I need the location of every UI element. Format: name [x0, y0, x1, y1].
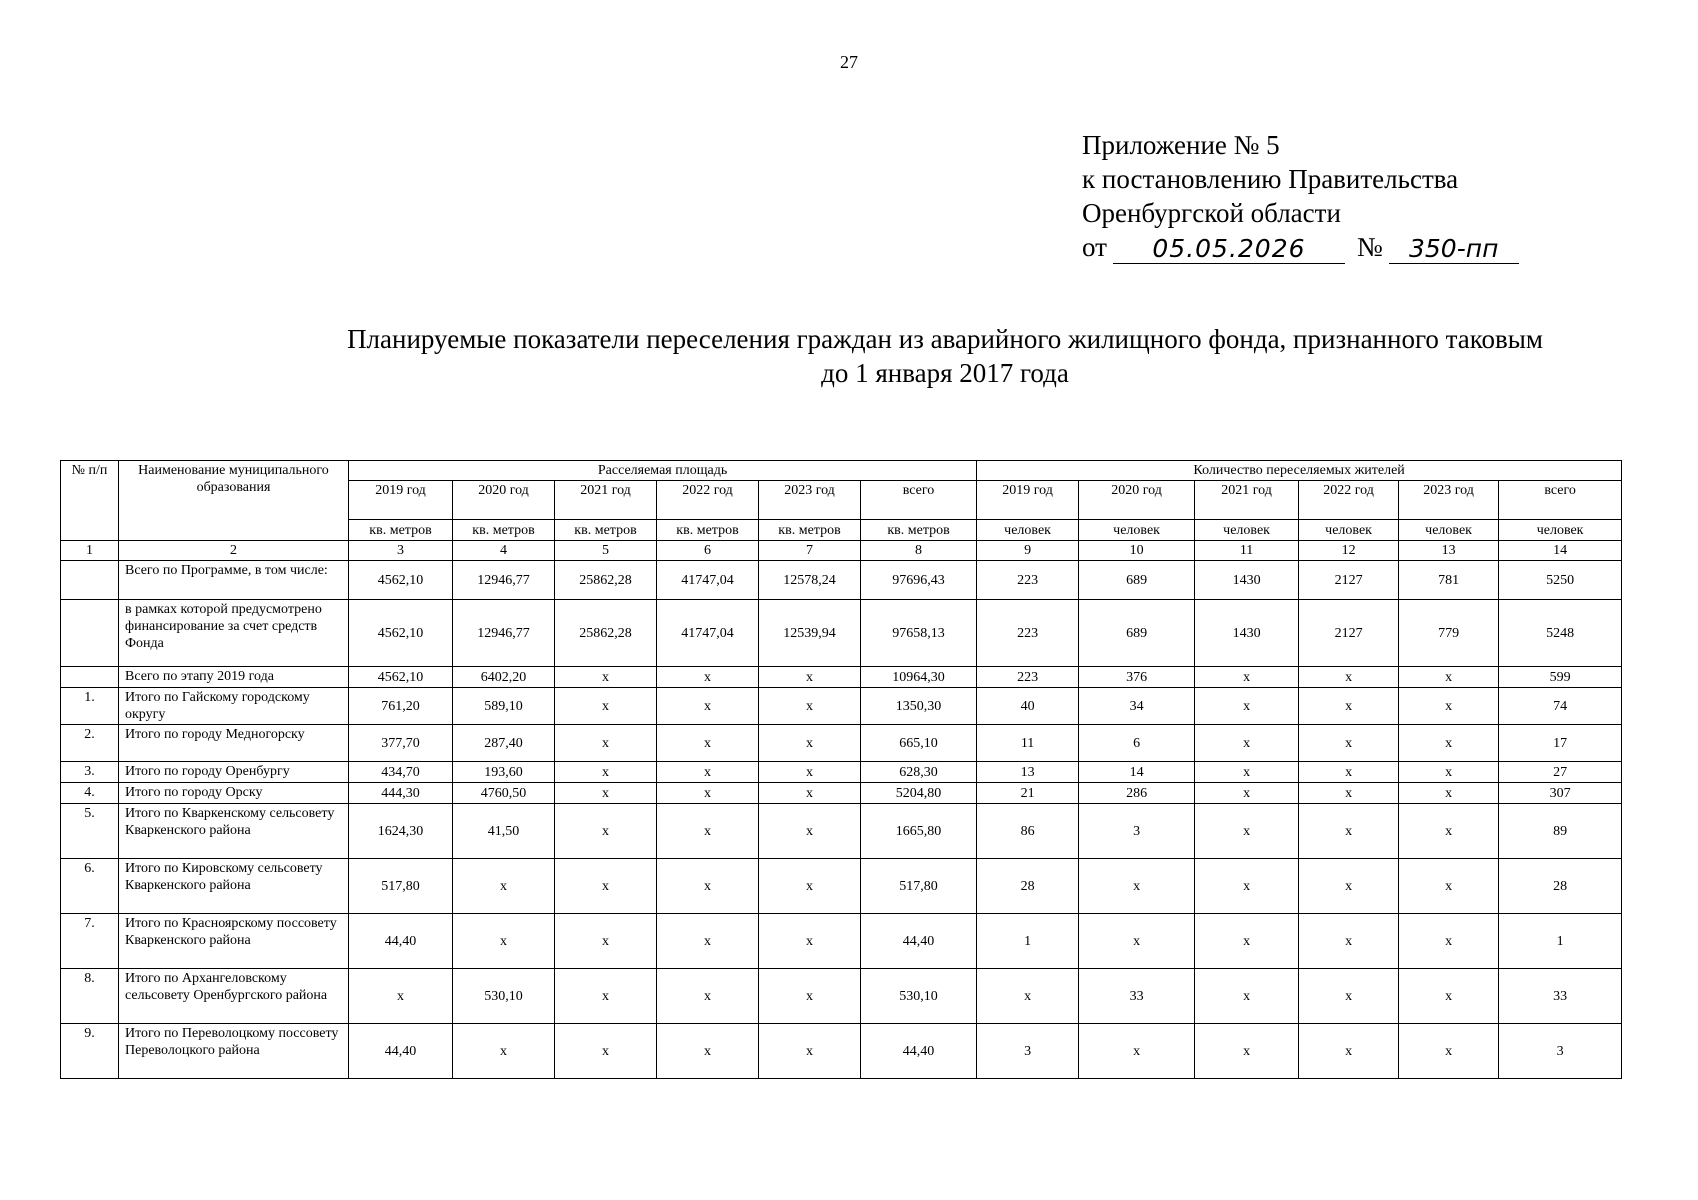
- row-value: x: [1299, 783, 1399, 804]
- header-resident-unit: человек: [1195, 520, 1299, 541]
- row-value: 781: [1399, 561, 1499, 600]
- table-row: [61, 859, 1622, 914]
- header-area-year: всего: [861, 481, 977, 520]
- page-number: 27: [840, 52, 858, 72]
- row-value: 41747,04: [657, 561, 759, 600]
- row-value: 1: [977, 914, 1079, 969]
- row-value: x: [555, 688, 657, 725]
- handwritten-number: 350-пп: [1389, 235, 1519, 264]
- appendix-line-1: Приложение № 5: [1082, 130, 1280, 160]
- row-value: 5204,80: [861, 783, 977, 804]
- row-name: Итого по Кировскому сельсовету Кваркенского района: [119, 859, 349, 914]
- row-value: 1430: [1195, 561, 1299, 600]
- row-value: x: [759, 804, 861, 859]
- from-label: от: [1082, 232, 1107, 262]
- row-value: 34: [1079, 688, 1195, 725]
- row-name: Итого по городу Медногорску: [119, 725, 349, 762]
- row-value: x: [1299, 1024, 1399, 1079]
- header-resident-unit: человек: [1499, 520, 1622, 541]
- row-value: 530,10: [453, 969, 555, 1024]
- row-value: x: [555, 725, 657, 762]
- row-value: 589,10: [453, 688, 555, 725]
- header-area-year: 2022 год: [657, 481, 759, 520]
- row-value: x: [1299, 969, 1399, 1024]
- row-name: Итого по Гайскому городскому округу: [119, 688, 349, 725]
- row-value: x: [555, 762, 657, 783]
- column-number: 9: [977, 541, 1079, 561]
- row-value: x: [555, 1024, 657, 1079]
- row-value: 1665,80: [861, 804, 977, 859]
- row-value: 10964,30: [861, 667, 977, 688]
- row-value: x: [1399, 969, 1499, 1024]
- header-name: Наименование муниципального образования: [119, 461, 349, 541]
- row-name: Итого по Архангеловскому сельсовету Оренбургского района: [119, 969, 349, 1024]
- row-value: 4562,10: [349, 667, 453, 688]
- row-value: x: [1079, 859, 1195, 914]
- row-value: x: [1399, 688, 1499, 725]
- row-value: 86: [977, 804, 1079, 859]
- row-number: 8.: [61, 969, 119, 1024]
- row-value: x: [657, 725, 759, 762]
- row-value: x: [1399, 783, 1499, 804]
- row-value: 4760,50: [453, 783, 555, 804]
- row-value: x: [1399, 1024, 1499, 1079]
- row-value: x: [1299, 725, 1399, 762]
- row-value: x: [453, 859, 555, 914]
- row-value: x: [555, 783, 657, 804]
- column-number: 5: [555, 541, 657, 561]
- table-row: [61, 762, 1622, 783]
- row-number: 7.: [61, 914, 119, 969]
- row-number: 6.: [61, 859, 119, 914]
- table-row: [61, 804, 1622, 859]
- row-number: 2.: [61, 725, 119, 762]
- row-value: 530,10: [861, 969, 977, 1024]
- row-value: x: [1195, 667, 1299, 688]
- row-value: x: [1195, 804, 1299, 859]
- column-number: 3: [349, 541, 453, 561]
- row-value: 4562,10: [349, 561, 453, 600]
- row-value: x: [657, 762, 759, 783]
- row-value: 689: [1079, 600, 1195, 667]
- row-value: x: [657, 914, 759, 969]
- row-value: x: [759, 1024, 861, 1079]
- row-value: 40: [977, 688, 1079, 725]
- column-numbers-row: [61, 541, 1622, 561]
- row-value: 5248: [1499, 600, 1622, 667]
- row-number: [61, 600, 119, 667]
- row-name: Всего по этапу 2019 года: [119, 667, 349, 688]
- row-value: 89: [1499, 804, 1622, 859]
- row-value: 12578,24: [759, 561, 861, 600]
- row-value: x: [657, 667, 759, 688]
- table-row: [61, 600, 1622, 667]
- row-number: [61, 667, 119, 688]
- header-residents-group: Количество переселяемых жителей: [977, 461, 1622, 481]
- column-number: 10: [1079, 541, 1195, 561]
- row-name: Итого по Кваркенскому сельсовету Кваркенского района: [119, 804, 349, 859]
- row-value: 12946,77: [453, 600, 555, 667]
- column-number: 12: [1299, 541, 1399, 561]
- row-value: x: [657, 783, 759, 804]
- row-value: 41,50: [453, 804, 555, 859]
- appendix-line-3: Оренбургской области: [1082, 198, 1341, 228]
- row-value: 33: [1499, 969, 1622, 1024]
- row-value: 25862,28: [555, 561, 657, 600]
- row-value: 223: [977, 600, 1079, 667]
- header-area-unit: кв. метров: [349, 520, 453, 541]
- row-value: x: [1195, 688, 1299, 725]
- header-area-unit: кв. метров: [657, 520, 759, 541]
- appendix-block: [1082, 128, 1519, 264]
- row-number: 9.: [61, 1024, 119, 1079]
- row-number: 4.: [61, 783, 119, 804]
- row-value: 3: [1079, 804, 1195, 859]
- header-area-year: 2019 год: [349, 481, 453, 520]
- row-value: x: [657, 804, 759, 859]
- row-number: 1.: [61, 688, 119, 725]
- row-value: 2127: [1299, 600, 1399, 667]
- header-resident-unit: человек: [1079, 520, 1195, 541]
- row-value: 377,70: [349, 725, 453, 762]
- table-row: [61, 969, 1622, 1024]
- row-value: x: [1195, 1024, 1299, 1079]
- header-resident-year: всего: [1499, 481, 1622, 520]
- title-line-1: Планируемые показатели переселения граждан из аварийного жилищного фонда, признанного таковым: [347, 324, 1543, 354]
- row-value: 33: [1079, 969, 1195, 1024]
- resettlement-table: [60, 460, 1622, 1079]
- header-area-year: 2021 год: [555, 481, 657, 520]
- row-value: 761,20: [349, 688, 453, 725]
- row-value: 5250: [1499, 561, 1622, 600]
- header-resident-unit: человек: [977, 520, 1079, 541]
- row-value: 44,40: [349, 914, 453, 969]
- row-value: x: [657, 969, 759, 1024]
- row-value: x: [759, 667, 861, 688]
- row-value: x: [1299, 804, 1399, 859]
- row-value: x: [1399, 667, 1499, 688]
- row-value: x: [1299, 914, 1399, 969]
- table-row: [61, 561, 1622, 600]
- row-value: 628,30: [861, 762, 977, 783]
- header-resident-year: 2019 год: [977, 481, 1079, 520]
- column-number: 6: [657, 541, 759, 561]
- row-value: x: [759, 914, 861, 969]
- row-value: x: [555, 914, 657, 969]
- row-value: 41747,04: [657, 600, 759, 667]
- row-value: 376: [1079, 667, 1195, 688]
- row-value: 1624,30: [349, 804, 453, 859]
- row-value: x: [1399, 762, 1499, 783]
- row-number: [61, 561, 119, 600]
- title-line-2: до 1 января 2017 года: [821, 358, 1069, 388]
- row-value: x: [1399, 804, 1499, 859]
- row-value: 13: [977, 762, 1079, 783]
- row-name: Итого по Красноярскому поссовету Кваркенского района: [119, 914, 349, 969]
- row-value: 44,40: [861, 914, 977, 969]
- header-resident-year: 2020 год: [1079, 481, 1195, 520]
- row-value: 17: [1499, 725, 1622, 762]
- row-value: x: [1299, 762, 1399, 783]
- row-value: 287,40: [453, 725, 555, 762]
- row-value: 12946,77: [453, 561, 555, 600]
- row-number: 5.: [61, 804, 119, 859]
- row-value: x: [1399, 859, 1499, 914]
- row-name: Итого по Переволоцкому поссовету Переволоцкого района: [119, 1024, 349, 1079]
- table-row: [61, 725, 1622, 762]
- row-value: 689: [1079, 561, 1195, 600]
- row-value: x: [1299, 667, 1399, 688]
- row-value: x: [1399, 725, 1499, 762]
- header-resident-unit: человек: [1299, 520, 1399, 541]
- row-value: x: [1195, 762, 1299, 783]
- header-area-year: 2023 год: [759, 481, 861, 520]
- row-value: 286: [1079, 783, 1195, 804]
- row-value: 223: [977, 561, 1079, 600]
- row-value: 1: [1499, 914, 1622, 969]
- table-row: [61, 1024, 1622, 1079]
- row-value: 25862,28: [555, 600, 657, 667]
- header-area-unit: кв. метров: [555, 520, 657, 541]
- header-resident-year: 2021 год: [1195, 481, 1299, 520]
- row-value: 11: [977, 725, 1079, 762]
- row-value: 97658,13: [861, 600, 977, 667]
- row-value: 2127: [1299, 561, 1399, 600]
- header-area-unit: кв. метров: [759, 520, 861, 541]
- table-row: [61, 667, 1622, 688]
- row-value: 193,60: [453, 762, 555, 783]
- row-value: 223: [977, 667, 1079, 688]
- row-value: x: [453, 914, 555, 969]
- row-value: x: [759, 969, 861, 1024]
- row-name: в рамках которой предусмотрено финансирование за счет средств Фонда: [119, 600, 349, 667]
- row-value: x: [977, 969, 1079, 1024]
- table-row: [61, 783, 1622, 804]
- row-value: x: [759, 725, 861, 762]
- row-value: 665,10: [861, 725, 977, 762]
- header-area-group: Расселяемая площадь: [349, 461, 977, 481]
- row-name: Итого по городу Орску: [119, 783, 349, 804]
- row-value: x: [759, 762, 861, 783]
- row-value: x: [1399, 914, 1499, 969]
- row-value: 3: [1499, 1024, 1622, 1079]
- row-value: 21: [977, 783, 1079, 804]
- row-value: 74: [1499, 688, 1622, 725]
- row-value: x: [759, 783, 861, 804]
- row-value: 14: [1079, 762, 1195, 783]
- row-value: x: [657, 688, 759, 725]
- row-value: 97696,43: [861, 561, 977, 600]
- row-value: 28: [1499, 859, 1622, 914]
- row-value: 1430: [1195, 600, 1299, 667]
- table-row: [61, 914, 1622, 969]
- column-number: 13: [1399, 541, 1499, 561]
- row-value: x: [1079, 914, 1195, 969]
- appendix-line-2: к постановлению Правительства: [1082, 164, 1459, 194]
- row-value: 28: [977, 859, 1079, 914]
- row-value: x: [1195, 725, 1299, 762]
- row-value: x: [555, 859, 657, 914]
- row-value: x: [1195, 783, 1299, 804]
- row-value: x: [1079, 1024, 1195, 1079]
- row-value: x: [657, 859, 759, 914]
- row-value: 599: [1499, 667, 1622, 688]
- row-value: x: [657, 1024, 759, 1079]
- row-value: x: [759, 859, 861, 914]
- row-value: 517,80: [349, 859, 453, 914]
- row-value: x: [349, 969, 453, 1024]
- column-number: 7: [759, 541, 861, 561]
- header-area-unit: кв. метров: [861, 520, 977, 541]
- column-number: 1: [61, 541, 119, 561]
- document-title: [280, 322, 1610, 390]
- row-value: 444,30: [349, 783, 453, 804]
- row-value: x: [759, 688, 861, 725]
- row-name: Итого по городу Оренбургу: [119, 762, 349, 783]
- row-value: 44,40: [861, 1024, 977, 1079]
- header-area-unit: кв. метров: [453, 520, 555, 541]
- column-number: 4: [453, 541, 555, 561]
- column-number: 11: [1195, 541, 1299, 561]
- header-row-groups: [61, 461, 1622, 481]
- header-resident-unit: человек: [1399, 520, 1499, 541]
- row-value: x: [1195, 969, 1299, 1024]
- header-resident-year: 2022 год: [1299, 481, 1399, 520]
- table-row: [61, 688, 1622, 725]
- handwritten-date: 05.05.2026: [1113, 235, 1345, 264]
- header-area-year: 2020 год: [453, 481, 555, 520]
- row-value: x: [555, 804, 657, 859]
- number-label: №: [1356, 232, 1383, 262]
- row-value: 517,80: [861, 859, 977, 914]
- row-value: x: [1195, 859, 1299, 914]
- row-value: x: [1299, 859, 1399, 914]
- row-value: 779: [1399, 600, 1499, 667]
- header-num: № п/п: [61, 461, 119, 541]
- appendix-date-number-line: [1082, 230, 1519, 264]
- row-value: 1350,30: [861, 688, 977, 725]
- row-value: 307: [1499, 783, 1622, 804]
- row-value: 6402,20: [453, 667, 555, 688]
- row-value: 6: [1079, 725, 1195, 762]
- column-number: 2: [119, 541, 349, 561]
- row-value: x: [1299, 688, 1399, 725]
- row-value: x: [555, 667, 657, 688]
- row-name: Всего по Программе, в том числе:: [119, 561, 349, 600]
- row-value: x: [555, 969, 657, 1024]
- column-number: 14: [1499, 541, 1622, 561]
- row-value: x: [453, 1024, 555, 1079]
- row-number: 3.: [61, 762, 119, 783]
- row-value: x: [1195, 914, 1299, 969]
- row-value: 3: [977, 1024, 1079, 1079]
- column-number: 8: [861, 541, 977, 561]
- header-resident-year: 2023 год: [1399, 481, 1499, 520]
- row-value: 434,70: [349, 762, 453, 783]
- row-value: 12539,94: [759, 600, 861, 667]
- row-value: 44,40: [349, 1024, 453, 1079]
- row-value: 4562,10: [349, 600, 453, 667]
- row-value: 27: [1499, 762, 1622, 783]
